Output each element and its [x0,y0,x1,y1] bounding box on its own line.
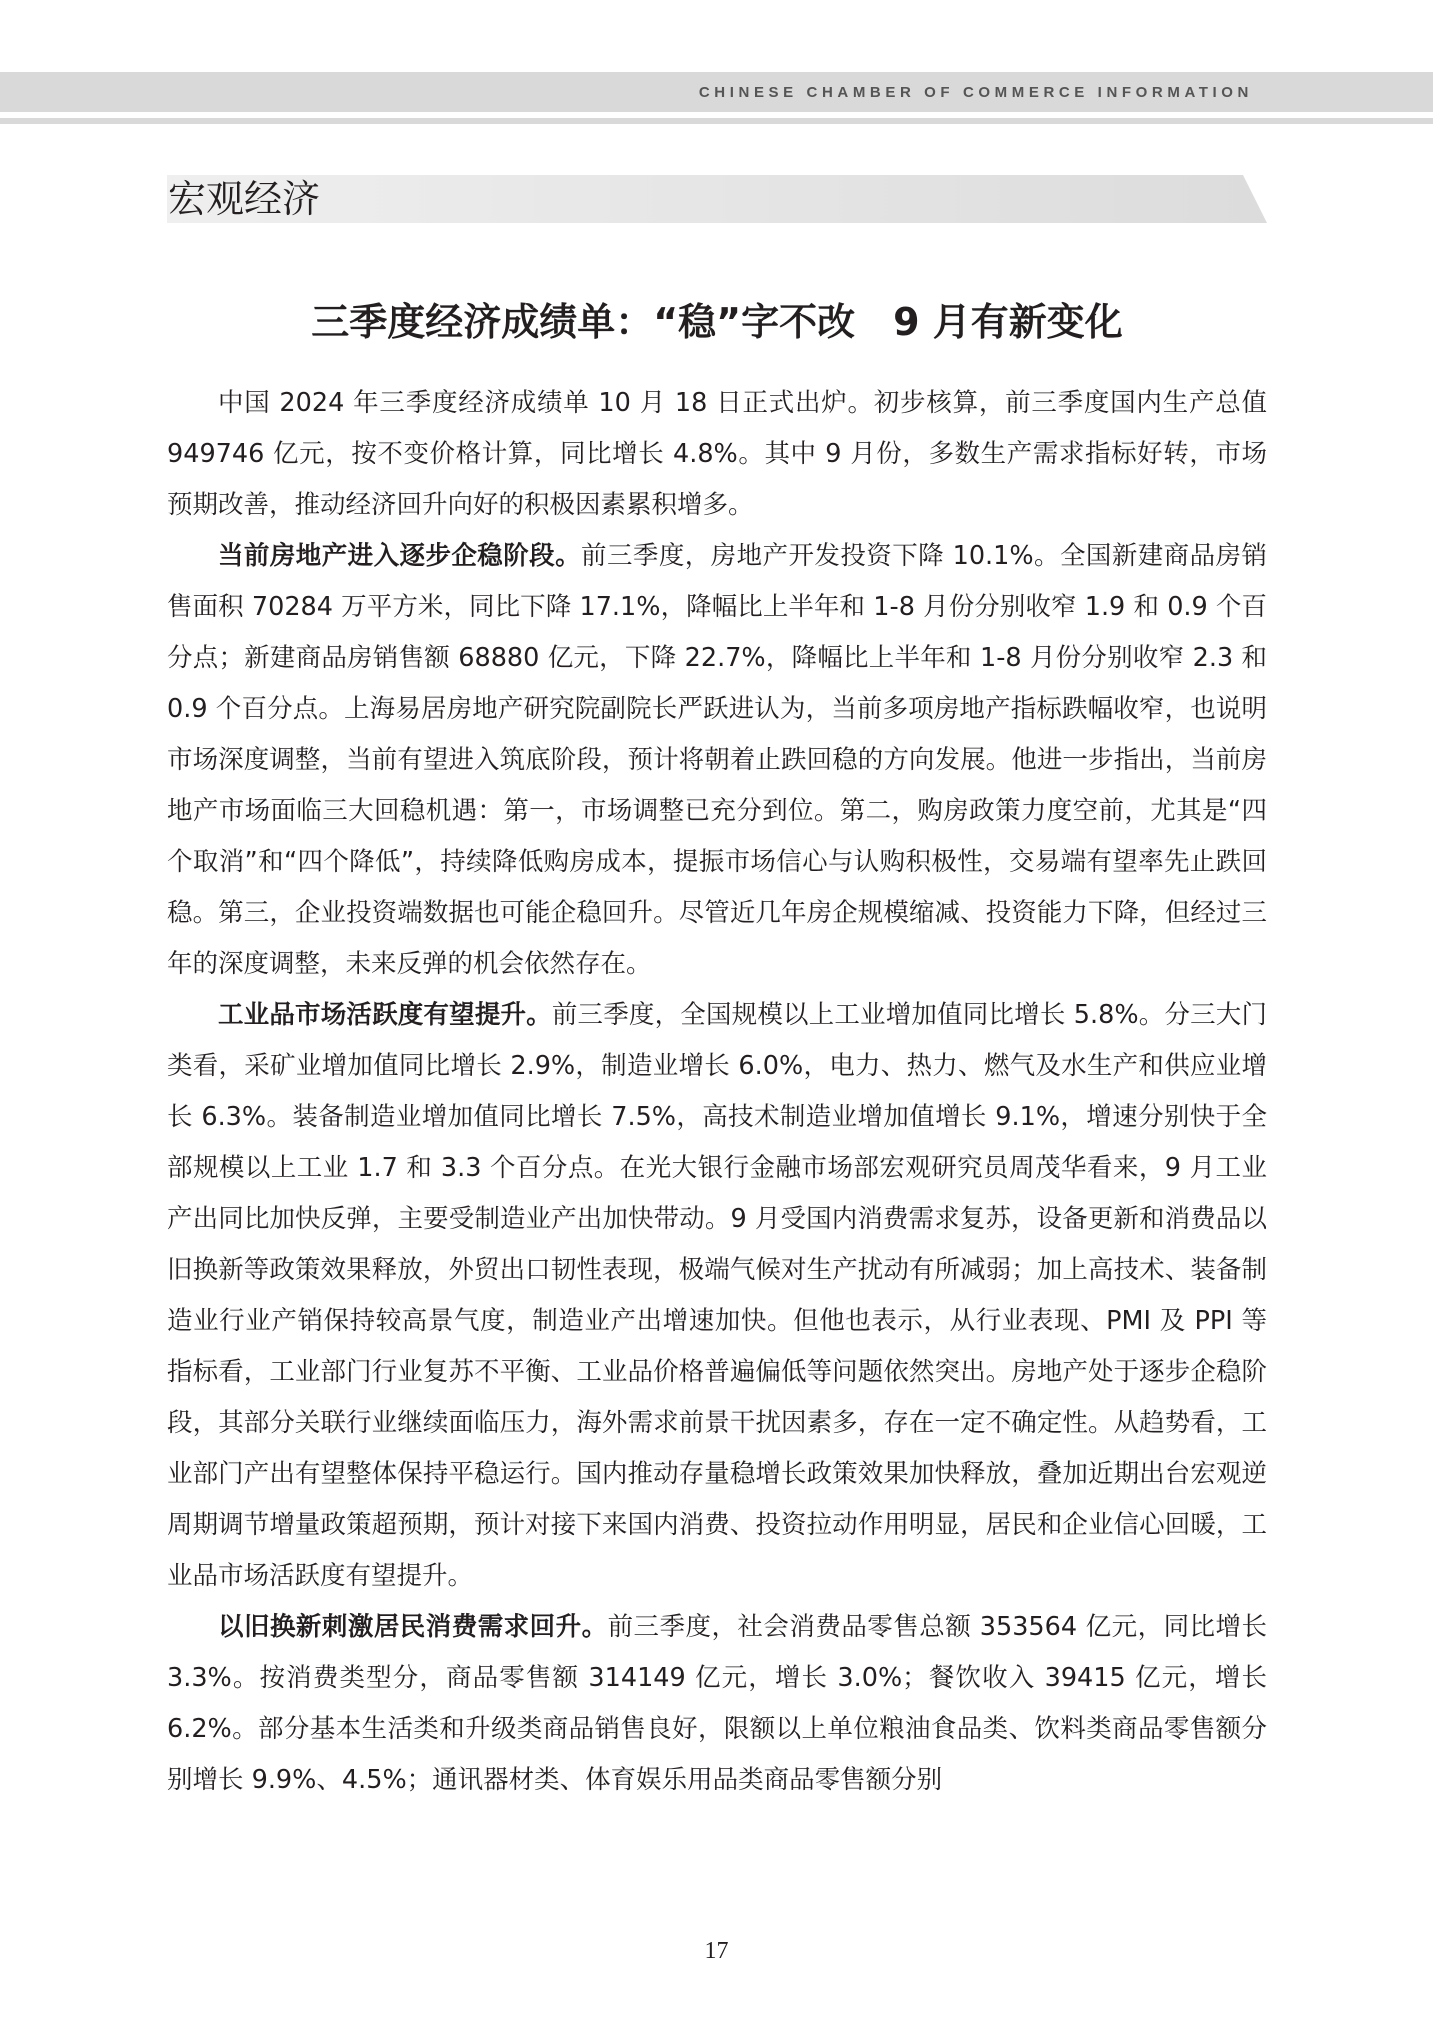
paragraph-industry [167,990,1267,1602]
paragraph-real-estate [167,531,1267,990]
header-rule [0,118,1433,124]
article-body [167,378,1267,1806]
paragraph-intro [167,378,1267,531]
paragraph-text: 前三季度，社会消费品零售总额 353564 亿元，同比增长 3.3%。按消费类型分，商品零售额 314149 亿元，增长 3.0%；餐饮收入 39415 亿元，增长 6.2%。部分基本生活类和升级类商品销售良好，限额以上单位粮油食品类、饮料类商品零售额分别增长 9.9%、4.5%；通讯器材类、体育娱乐用品类商品零售额分别 [167,1612,1267,1795]
paragraph-text: 前三季度，全国规模以上工业增加值同比增长 5.8%。分三大门类看，采矿业增加值同比增长 2.9%，制造业增长 6.0%，电力、热力、燃气及水生产和供应业增长 6.3%。装备制造业增加值同比增长 7.5%，高技术制造业增加值增长 9.1%，增速分别快于全部规模以上工业 1.7 和 3.3 个百分点。在光大银行金融市场部宏观研究员周茂华看来，9 月工业产出同比加快反弹，主要受制造业产出加快带动。9 月受国内消费需求复苏，设备更新和消费品以旧换新等政策效果释放，外贸出口韧性表现，极端气候对生产扰动有所减弱；加上高技术、装备制造业行业产销保持较高景气度，制造业产出增速加快。但他也表示，从行业表现、PMI 及 PPI 等指标看，工业部门行业复苏不平衡、工业品价格普遍偏低等问题依然突出。房地产处于逐步企稳阶段，其部分关联行业继续面临压力，海外需求前景干扰因素多，存在一定不确定性。从趋势看，工业部门产出有望整体保持平稳运行。国内推动存量稳增长政策效果加快释放，叠加近期出台宏观逆周期调节增量政策超预期，预计对接下来国内消费、投资拉动作用明显，居民和企业信心回暖，工业品市场活跃度有望提升。 [167,1000,1267,1591]
paragraph-lead: 以旧换新刺激居民消费需求回升。 [218,1612,608,1642]
paragraph-lead: 工业品市场活跃度有望提升。 [218,1000,552,1030]
section-bar [167,175,1267,223]
page-number: 17 [704,1938,729,1964]
section-title: 宏观经济 [168,177,321,221]
paragraph-consumption [167,1602,1267,1806]
paragraph-text: 前三季度，房地产开发投资下降 10.1%。全国新建商品房销售面积 70284 万平方米，同比下降 17.1%，降幅比上半年和 1-8 月份分别收窄 1.9 和 0.9 个百分点；新建商品房销售额 68880 亿元，下降 22.7%，降幅比上半年和 1-8 月份分别收窄 2.3 和 0.9 个百分点。上海易居房地产研究院副院长严跃进认为，当前多项房地产指标跌幅收窄，也说明市场深度调整，当前有望进入筑底阶段，预计将朝着止跌回稳的方向发展。他进一步指出，当前房地产市场面临三大回稳机遇：第一，市场调整已充分到位。第二，购房政策力度空前，尤其是“四个取消”和“四个降低”，持续降低购房成本，提振市场信心与认购积极性，交易端有望率先止跌回稳。第三，企业投资端数据也可能企稳回升。尽管近几年房企规模缩减、投资能力下降，但经过三年的深度调整，未来反弹的机会依然存在。 [167,541,1267,979]
publication-name: CHINESE CHAMBER OF COMMERCE INFORMATION [698,84,1253,101]
paragraph-text: 中国 2024 年三季度经济成绩单 10 月 18 日正式出炉。初步核算，前三季度国内生产总值 949746 亿元，按不变价格计算，同比增长 4.8%。其中 9 月份，多数生产需求指标好转，市场预期改善，推动经济回升向好的积极因素累积增多。 [167,388,1267,520]
article-title: 三季度经济成绩单：“稳”字不改 9 月有新变化 [311,300,1123,344]
paragraph-lead: 当前房地产进入逐步企稳阶段。 [218,541,582,571]
